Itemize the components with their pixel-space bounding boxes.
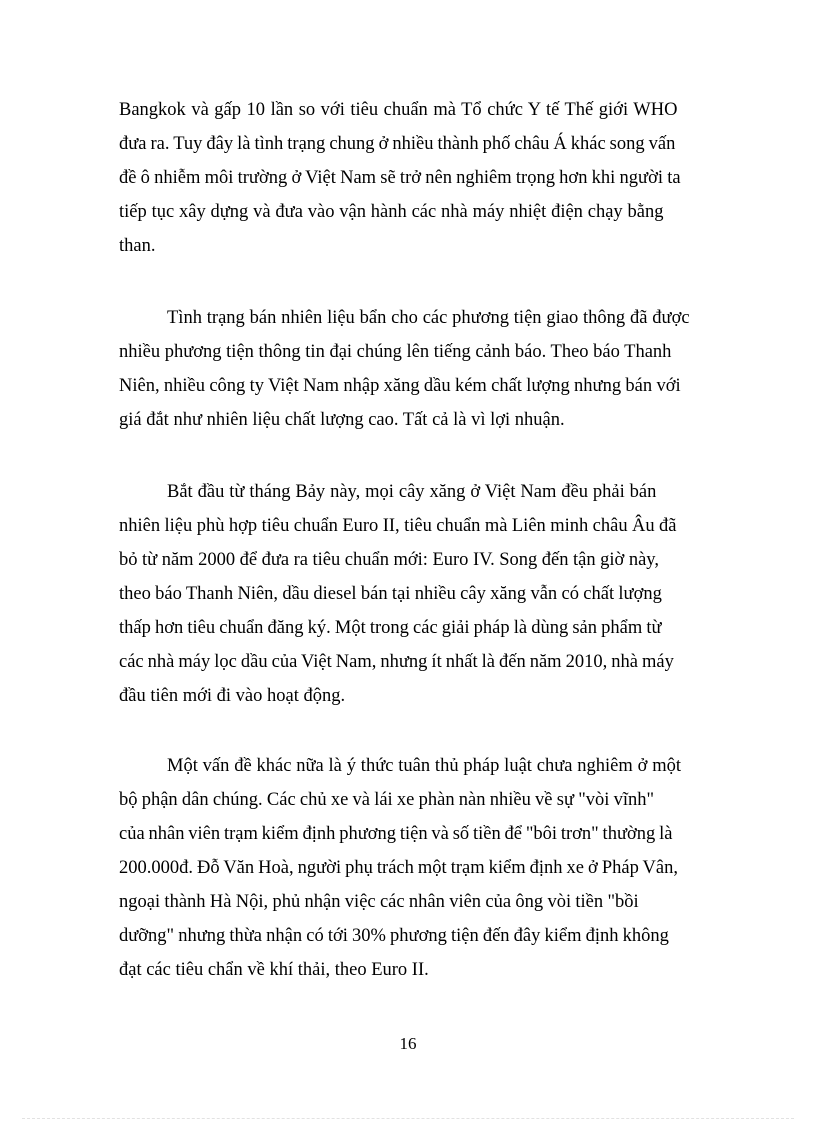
text-line: của nhân viên trạm kiểm định phương tiện và số tiền để "bôi trơn" thường là bbox=[119, 824, 673, 844]
text-line: ngoại thành Hà Nội, phủ nhận việc các nhân viên của ông vòi tiền "bồi bbox=[119, 892, 639, 912]
text-line: các nhà máy lọc dầu của Việt Nam, nhưng ít nhất là đến năm 2010, nhà máy bbox=[119, 652, 674, 672]
page-bottom-divider bbox=[22, 1118, 794, 1119]
paragraph-air-pollution bbox=[119, 93, 709, 263]
text-line: Bắt đầu từ tháng Bảy này, mọi cây xăng ở Việt Nam đều phải bán bbox=[167, 482, 657, 502]
text-line: giá đắt như nhiên liệu chất lượng cao. Tất cả là vì lợi nhuận. bbox=[119, 410, 565, 430]
paragraph-euro-standard bbox=[119, 475, 709, 713]
text-line: theo báo Thanh Niên, dầu diesel bán tại nhiều cây xăng vẫn có chất lượng bbox=[119, 584, 662, 604]
page-number: 16 bbox=[399, 1034, 417, 1053]
paragraph-law-compliance bbox=[119, 749, 709, 987]
text-line: dưỡng" nhưng thừa nhận có tới 30% phương tiện đến đây kiểm định không bbox=[119, 926, 669, 946]
text-line: Niên, nhiều công ty Việt Nam nhập xăng dầu kém chất lượng nhưng bán với bbox=[119, 376, 681, 396]
text-line: bộ phận dân chúng. Các chủ xe và lái xe phàn nàn nhiều về sự "vòi vĩnh" bbox=[119, 790, 655, 810]
text-line: đầu tiên mới đi vào hoạt động. bbox=[119, 686, 346, 706]
text-line: nhiên liệu phù hợp tiêu chuẩn Euro II, tiêu chuẩn mà Liên minh châu Âu đã bbox=[119, 516, 677, 536]
text-line: đề ô nhiễm môi trường ở Việt Nam sẽ trở nên nghiêm trọng hơn khi người ta bbox=[119, 168, 681, 188]
text-line: Tình trạng bán nhiên liệu bẩn cho các phương tiện giao thông đã được bbox=[167, 308, 690, 328]
text-line: Một vấn đề khác nữa là ý thức tuân thủ pháp luật chưa nghiêm ở một bbox=[167, 756, 681, 776]
text-line: thấp hơn tiêu chuẩn đăng ký. Một trong các giải pháp là dùng sản phẩm từ bbox=[119, 618, 662, 638]
text-line: than. bbox=[119, 236, 156, 256]
text-line: bỏ từ năm 2000 để đưa ra tiêu chuẩn mới: Euro IV. Song đến tận giờ này, bbox=[119, 550, 659, 570]
text-line: đạt các tiêu chẩn về khí thải, theo Euro II. bbox=[119, 960, 429, 980]
text-line: Bangkok và gấp 10 lần so với tiêu chuẩn mà Tổ chức Y tế Thế giới WHO bbox=[119, 100, 678, 120]
paragraph-dirty-fuel bbox=[119, 301, 709, 437]
text-line: nhiều phương tiện thông tin đại chúng lên tiếng cảnh báo. Theo báo Thanh bbox=[119, 342, 672, 362]
text-line: tiếp tục xây dựng và đưa vào vận hành các nhà máy nhiệt điện chạy bằng bbox=[119, 202, 664, 222]
text-line: đưa ra. Tuy đây là tình trạng chung ở nhiều thành phố châu Á khác song vấn bbox=[119, 134, 676, 154]
text-line: 200.000đ. Đỗ Văn Hoà, người phụ trách một trạm kiểm định xe ở Pháp Vân, bbox=[119, 858, 678, 878]
